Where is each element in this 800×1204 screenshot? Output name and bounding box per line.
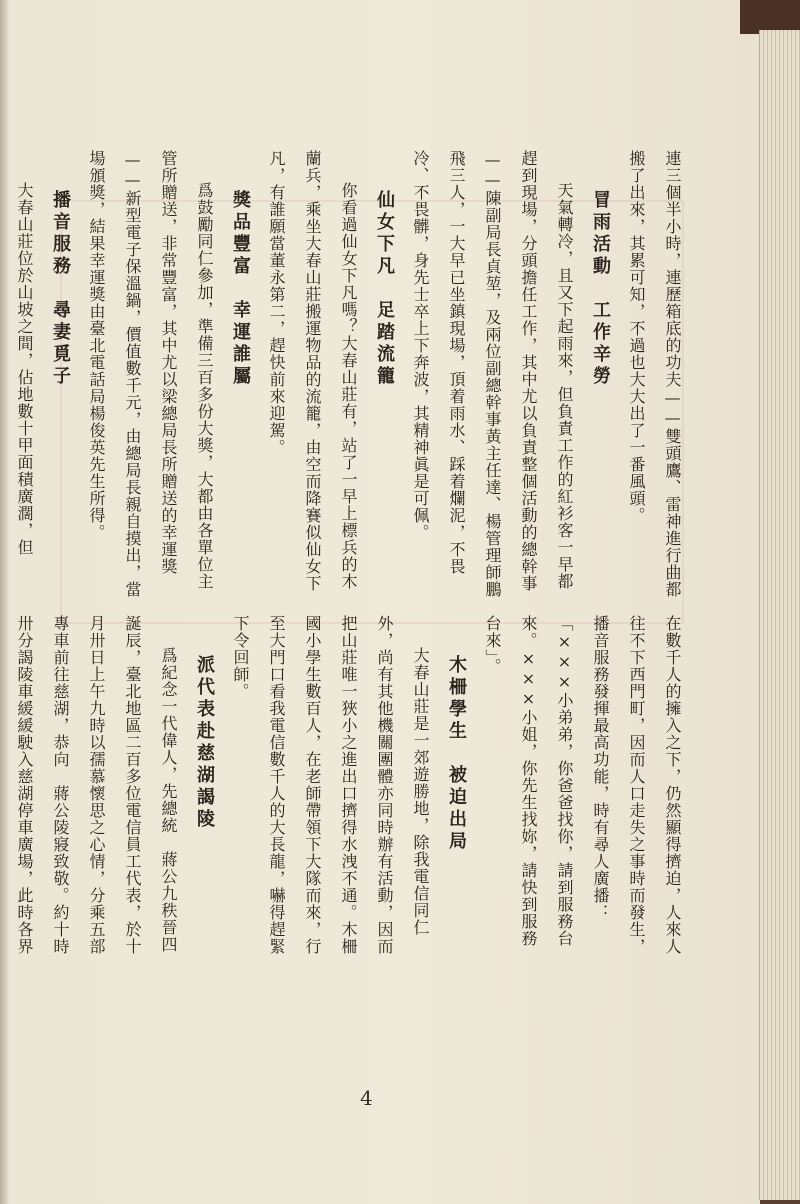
bottom-paragraph-1: 在數千人的擁入之下，仍然顯得擠迫，人來人往不下西門町，因而人口走失之事時而發生，播音服務發揮最高功能，時有尋人廣播：「×××小弟弟，你爸爸找你，請到服務台來。×××小姐，你先生找妳，請快到服務台來」。	[483, 615, 682, 955]
top-paragraph-5: 大春山莊位於山坡之間，佔地數十甲面積廣濶，但	[15, 182, 34, 556]
page-number: 4	[360, 1086, 373, 1110]
book-cover-corner	[740, 0, 800, 34]
bottom-heading-2: 派代表赴慈湖謁陵	[194, 655, 215, 831]
top-text-block	[15, 150, 690, 605]
bottom-columns	[0, 615, 690, 955]
bottom-paragraph-3: 爲紀念一代偉人，先總統 蔣公九秩晉四誕辰，臺北地區二百多位電信員工代表，於十月卅日上午九時以孺慕懷思之心情，分乘五部專車前往慈湖，恭向 蔣公陵寢致敬。約十時卅分謁陵車緩緩駛入慈湖停車廣場，此時各界	[15, 615, 178, 955]
top-paragraph-2: 天氣轉冷，且又下起雨來，但負責工作的紅衫客一早都趕到現場，分頭擔任工作，其中尤以負責整個活動的總幹事——陳副局長貞堃，及兩位副總幹事黃主任達、楊管理師鵬飛三人，一大早已坐鎮現場，頂着雨水、踩着爛泥，不畏冷、不畏髒，身先士卒上下奔波，其精神眞是可佩。	[411, 150, 574, 598]
top-paragraph-4: 爲鼓勵同仁參加，準備三百多份大獎，大都由各單位主管所贈送，非常豐富，其中尤以梁總局長所贈送的幸運獎——新型電子保溫鍋，價值數千元，由總局長親自摸出，當場頒獎，結果幸運獎由臺北電話局楊俊英先生所得。	[87, 150, 214, 598]
bottom-paragraph-2: 大春山莊是一郊遊勝地，除我電信同仁外，尚有其他機關團體亦同時辦有活動，因而把山莊唯一狹小之進出口擠得水洩不通。木柵國小學生數百人，在老師帶領下大隊而來，行至大門口看我電信數千人的大長龍，嚇得趕緊下令回師。	[231, 615, 430, 955]
top-heading-1: 冒雨活動 工作辛勞	[590, 190, 611, 388]
top-columns	[6, 150, 690, 605]
top-heading-2: 仙女下凡 足踏流籠	[374, 190, 395, 388]
bottom-text-block	[15, 615, 690, 955]
top-paragraph-3: 你看過仙女下凡嗎？大春山莊有，站了一早上標兵的木蘭兵，乘坐大春山莊搬運物品的流籠，由空而降賽似仙女下凡，有誰願當董永第二，趕快前來迎駕。	[267, 150, 358, 592]
top-heading-3: 獎品豐富 幸運誰屬	[230, 190, 251, 388]
top-paragraph-1: 連三個半小時，連歷箱底的功夫——雙頭鷹、雷神進行曲都搬了出來，其累可知，不過也大大出了一番風頭。	[627, 150, 682, 598]
page-stack-edge	[759, 30, 800, 1200]
top-heading-4: 播音服務 尋妻覓子	[50, 190, 71, 388]
bottom-heading-1: 木柵學生 被迫出局	[446, 655, 467, 853]
